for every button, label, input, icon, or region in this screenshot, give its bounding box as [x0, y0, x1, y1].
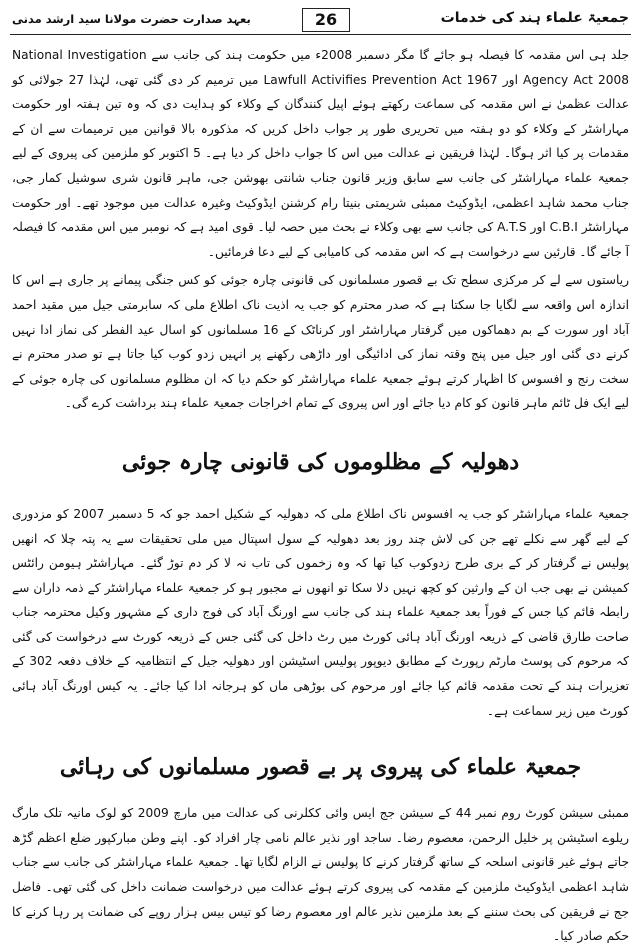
body-paragraph: ریاستوں سے لے کر مرکزی سطح تک بے قصور مسلمانوں کی قانونی چارہ جوئی کو کس جنگی پیمانے پر جاری ہے اس کا اندازہ اس واقعہ سے لگایا جا سکتا ہے کہ صدر محترم کو جب یہ اذیت ناک اطلاع ملی کہ سابرمتی جیل میں مقید احمد آباد اور سورت کے بم دھماکوں میں گرفتار مہاراشٹر اور کرناٹک کے 16 مسلمانوں کو اسال عید الفطر کی نماز ادا نہیں کرنے دی گئی اور جیل میں پنج وقتہ نماز کی ادائیگی اور داڑھی رکھنے پر انہیں زدو کوب کیا جاتا ہے تو صدر محترم نے سخت رنج و افسوس کا اظہار کرتے ہوئے جمعیۃ علماء مہاراشٹر کو حکم دیا کہ ان مظلوم مسلمانوں کی چارہ جوئی کے لیے ایک فل ٹائم ماہر قانون کو کام دیا جائے اور اس پیروی کے تمام اخراجات جمعیۃ علماء ہند برداشت کرے گی۔	[12, 273, 630, 411]
header-title: جمعیۃ علماء ہند کی خدمات	[440, 10, 629, 26]
header-subtitle: بعہد صدارت حضرت مولانا سید ارشد مدنی	[12, 12, 251, 26]
body-paragraph: ممبئی سیشن کورٹ روم نمبر 44 کے سیشن جج ایس وائی ککلرنی کی عدالت میں مارچ 2009 کو لوک مانیہ تلک مارگ ریلوے اسٹیشن پر خلیل الرحمن، معصوم رضا۔ ساجد اور نذیر عالم نامی چار افراد کو۔ اپنے وطن مبارکپور ضلع اعظم گڑھ جاتے ہوئے غیر قانونی اسلحہ کے ساتھ گرفتار کرنے کا پولیس نے الزام لگایا تھا۔ جمعیۃ علماء مہاراشٹر کی جانب سے جناب شاہد اعظمی ایڈوکیٹ ملزمین کے مقدمہ کی پیروی کرتے ہوئے عدالت میں درخواست ضمانت داخل کی گئی تھی۔ فاضل جج نے فریقین کی بحث سننے کے بعد ملزمین نذیر عالم اور معصوم رضا کو تیس بیس ہزار روپے کی ضمانت پر رہا کرنے کا حکم صادر کیا۔	[12, 806, 629, 944]
body-paragraph: جلد ہی اس مقدمہ کا فیصلہ ہو جائے گا مگر دسمبر 2008ء میں حکومت ہند کی جانب سے National Investigation Agency Act 2008 اور Lawfull Activifies Prevention Act 1967 میں ترمیم کر دی گئی تھی، لہٰذا 27 جولائی کو عدالت عظمیٰ نے اس مقدمہ کی سماعت رکھتے ہوئے اپیل کنندگان کے وکلاء کو ہدایت دی کہ وہ تین ہفتہ اور حکومت مہاراشٹر کے وکلاء کو دو ہفتہ میں تحریری طور پر جواب داخل کریں کہ مذکورہ بالا قوانین میں ترمیمات سے ان کے مقدمات پر کیا اثر ہوگا۔ لہٰذا فریقین نے عدالت میں اس کا جواب داخل کر دیا ہے۔ 5 اکتوبر کو ملزمین کی پیروی کے لیے جمعیۃ علماء مہاراشٹر کی جانب سے سابق وزیر قانون جناب شانتی بھوشن جی، ماہر قانون شری سوشیل کمار جی، جناب محمد شاہد اعظمی، ایڈوکیٹ ممبئی شریمتی بنیتا رام کرشنن ایڈوکیٹ وغیرہ عدالت میں موجود تھے۔ اور حکومت مہاراشٹر C.B.I اور A.T.S کی جانب سے بھی وکلاء نے بحث میں حصہ لیا۔ قوی امید ہے کہ نومبر میں اس مقدمہ کا فیصلہ آ جائے گا۔ قارئین سے درخواست ہے کہ اس مقدمہ کی کامیابی کے لیے دعا فرمائیں۔	[12, 48, 630, 259]
section-heading: دھولیہ کے مظلوموں کی قانونی چارہ جوئی	[121, 448, 520, 475]
page-header	[10, 6, 631, 35]
page-number: 26	[302, 8, 350, 32]
section-heading: جمعیۃ علماء کی پیروی پر بے قصور مسلمانوں کی رہائی	[59, 754, 582, 781]
body-paragraph: جمعیۃ علماء مہاراشٹر کو جب یہ افسوس ناک اطلاع ملی کہ دھولیہ کے شکیل احمد جو کہ 5 دسمبر 2007 کو مزدوری کے لیے گھر سے نکلے تھے جن کی لاش چند روز بعد دھولیہ کے سول اسپتال میں ملی تحقیقات سے یہ پتہ چلا کہ انھیں پولیس نے گرفتار کر کے بری طرح زدوکوب کیا تھا کہ وہ زخموں کی تاب نہ لا کر دم توڑ گئے۔ مہاراشٹر ہیومن رائٹس کمیشن نے بھی جب ان کے وارثین کو کچھ نہیں دلا سکا تو انھوں نے مجبور ہو کر جمعیۃ علماء مہاراشٹر کے ذمہ داران سے رابطہ قائم کیا جس کے فوراً بعد جمعیۃ علماء ہند کی جانب سے اورنگ آباد کی فوج داری کے مشہور وکیل محترمہ جناب صاحت طارق قاضی کے ذریعہ اورنگ آباد ہائی کورٹ میں رٹ داخل کی گئی جس کے ذریعہ کورٹ سے درخواست کی گئی کہ مرحوم کی پوسٹ مارٹم رپورٹ کے مطابق دیوپور پولیس اسٹیشن اور دھولیہ جیل کے انتظامیہ کے خلاف دفعہ 302 کے تعزیرات ہند کے تحت مقدمہ قائم کیا جائے اور مرحوم کی بوڑھی ماں کو ہرجانہ ادا کیا جائے۔ یہ کیس اورنگ آباد ہائی کورٹ میں زیر سماعت ہے۔	[12, 506, 629, 718]
